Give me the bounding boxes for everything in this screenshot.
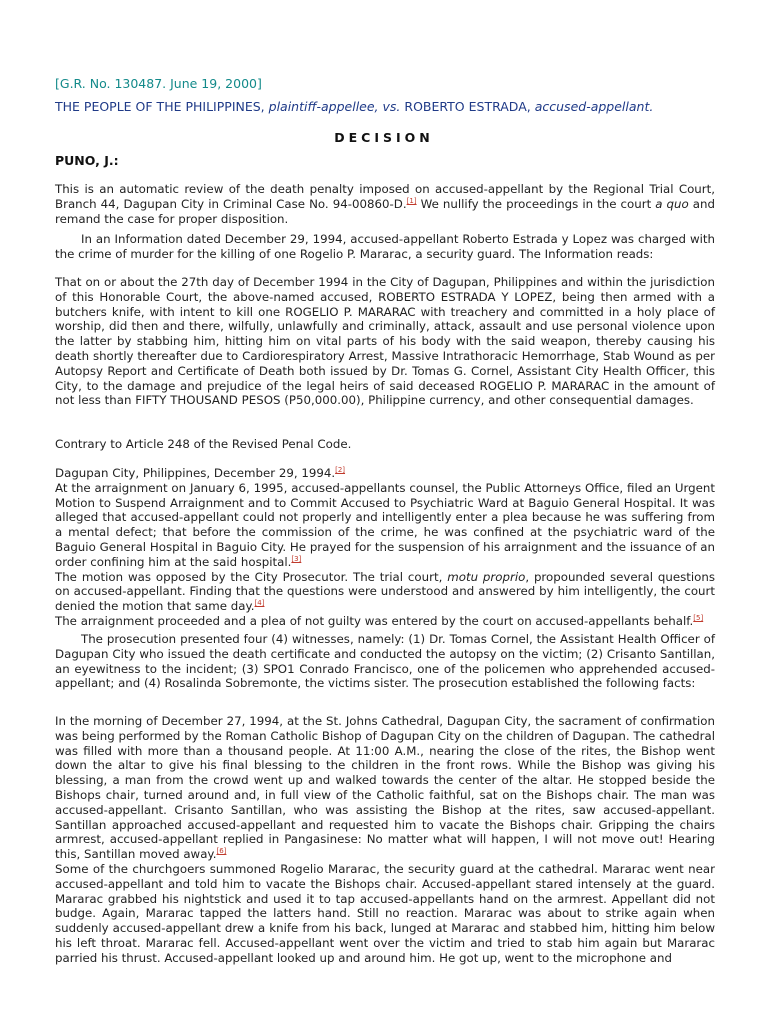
intro-text-a: This is an automatic review of the death penalty imposed on accused-appellant by the Regional Trial Court, Branch 44, Dagupan City in Criminal Case No. 94-00860-D. [55, 182, 715, 211]
footnote-link-6[interactable]: [6] [216, 847, 227, 856]
paragraph-information-quote: That on or about the 27th day of December 1994 in the City of Dagupan, Philippines and within the jurisdiction of this Honorable Court, the above-named accused, ROBERTO ESTRADA Y LOPEZ, being then armed with a butchers knife, with intent to kill one ROGELIO P. MARARAC with treachery and committed in a holy place of worship, did then and there, wilfully, unlawfully and criminally, attack, assault and use personal violence upon the latter by stabbing him, hitting him on vital parts of his body with the said weapon, thereby causing his death shortly thereafter due to Cardiorespiratory Arrest, Massive Intrathoracic Hemorrhage, Stab Wound as per Autopsy Report and Certificate of Death both issued by Dr. Tomas G. Cornel, Assistant City Health Officer, this City, to the damage and prejudice of the legal heirs of said deceased ROGELIO P. MARARAC in the amount of not less than FIFTY THOUSAND PESOS (P50,000.00), Philippine currency, and other consequential damages. [55, 275, 715, 408]
paragraph-intro [55, 182, 715, 226]
footnote-link-5[interactable]: [5] [693, 614, 704, 623]
ponente: PUNO, J.: [55, 153, 119, 168]
case-reference: [G.R. No. 130487. June 19, 2000] [55, 76, 262, 91]
arraignment-text: At the arraignment on January 6, 1995, accused-appellants counsel, the Public Attorneys Office, filed an Urgent Motion to Suspend Arraignment and to Commit Accused to Psychiatric Ward at Baguio General Hospital. It was alleged that accused-appellant could not properly and intelligently enter a plea because he was suffering from a mental defect; that before the commission of the crime, he was confined at the psychiatric ward of the Baguio General Hospital in Baguio City. He prayed for the suspension of his arraignment and the issuance of an order confining him at the said hospital. [55, 480, 715, 569]
motion-text-b: , propounded several questions on accused-appellant. Finding that the questions were understood and answered by him intelligently, the court denied the motion that same day. [55, 569, 715, 614]
paragraph-prosecution: The prosecution presented four (4) witnesses, namely: (1) Dr. Tomas Cornel, the Assistant Health Officer of Dagupan City who issued the death certificate and conducted the autopsy on the victim; (2) Crisanto Santillan, an eyewitness to the incident; (3) SPO1 Conrado Francisco, one of the policemen who apprehended accused-appellant; and (4) Rosalinda Sobremonte, the victims sister. The prosecution established the following facts: [55, 632, 715, 691]
motion-italic: motu proprio [447, 569, 526, 584]
intro-text-c: and remand the case for proper disposition. [55, 196, 715, 226]
footnote-link-4[interactable]: [4] [254, 599, 265, 608]
decision-title: DECISION [334, 130, 434, 145]
paragraph-contrary: Contrary to Article 248 of the Revised Penal Code. [55, 437, 352, 451]
plea-text: The arraignment proceeded and a plea of not guilty was entered by the court on accused-appellants behalf. [55, 613, 694, 628]
motion-text-a: The motion was opposed by the City Prosecutor. The trial court, [55, 569, 448, 584]
intro-italic: a quo [655, 196, 689, 211]
footnote-link-1[interactable]: [1] [406, 196, 417, 205]
facts-text-a: In the morning of December 27, 1994, at the St. Johns Cathedral, Dagupan City, the sacrament of confirmation was being performed by the Roman Catholic Bishop of Dagupan City on the children of Dagupan. The cathedral was filled with more than a thousand people. At 11:00 A.M., nearing the close of the rites, the Bishop went down the altar to give his final blessing to the children in the front rows. While the Bishop was giving his blessing, a man from the crowd went up and walked towards the center of the altar. He stopped beside the Bishops chair, turned around and, in full view of the Catholic faithful, sat on the Bishops chair. The man was accused-appellant. Crisanto Santillan, who was assisting the Bishop at the rites, saw accused-appellant. Santillan approached accused-appellant and requested him to vacate the Bishops chair. Gripping the chairs armrest, accused-appellant replied in Pangasinese: No matter what will happen, I will not move out! Hearing this, Santillan moved away. [55, 714, 715, 862]
versus: vs. [382, 99, 401, 114]
footnote-link-3[interactable]: [3] [291, 554, 302, 563]
accused-name: ROBERTO ESTRADA, [404, 99, 531, 114]
case-parties [55, 99, 653, 114]
plaintiff-role: plaintiff-appellee, [268, 99, 379, 114]
plaintiff-name: THE PEOPLE OF THE PHILIPPINES, [55, 99, 265, 114]
paragraph-facts [55, 714, 715, 966]
intro-text-b: We nullify the proceedings in the court [416, 196, 656, 211]
paragraph-information: In an Information dated December 29, 1994, accused-appellant Roberto Estrada y Lopez was charged with the crime of murder for the killing of one Rogelio P. Mararac, a security guard. The Information reads: [55, 232, 715, 261]
footnote-link-2[interactable]: [2] [335, 466, 346, 475]
facts-text-b: Some of the churchgoers summoned Rogelio Mararac, the security guard at the cathedral. Mararac went near accused-appellant and told him to vacate the Bishops chair. Accused-appellant stared intensely at the guard. Mararac grabbed his nightstick and used it to tap accused-appellants hand on the armrest. Appellant did not budge. Again, Mararac tapped the latters hand. Still no reaction. Mararac was about to strike again when suddenly accused-appellant drew a knife from his back, lunged at Mararac and stabbed him, hitting him below his left throat. Mararac fell. Accused-appellant went over the victim and tried to stab him again but Mararac parried his thrust. Accused-appellant looked up and around him. He got up, went to the microphone and [55, 861, 715, 965]
accused-role: accused-appellant. [534, 99, 654, 114]
dateline: Dagupan City, Philippines, December 29, 1994. [55, 466, 336, 480]
paragraph-arraignment [55, 466, 715, 629]
